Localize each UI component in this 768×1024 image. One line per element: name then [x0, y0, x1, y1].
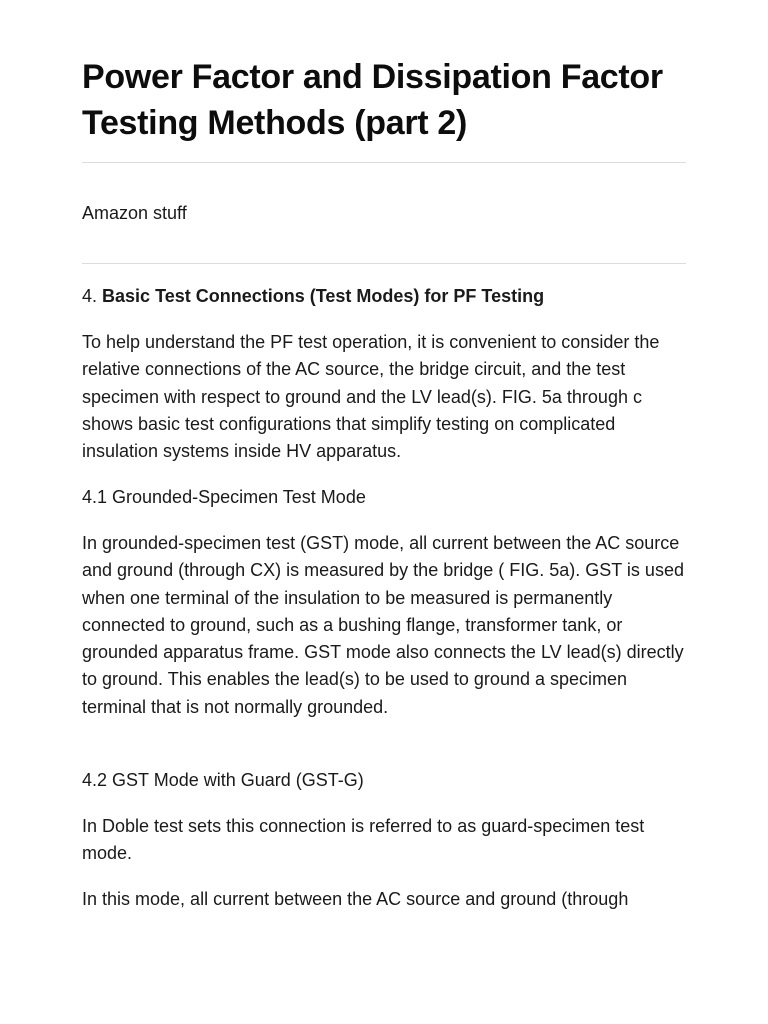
article-subtitle: Amazon stuff [82, 203, 187, 223]
article-title: Power Factor and Dissipation Factor Testing Methods (part 2) [82, 58, 663, 142]
section-4-1-heading: 4.1 Grounded-Specimen Test Mode [82, 487, 366, 507]
subtitle-divider [82, 263, 686, 264]
paragraph-doble-guard: In Doble test sets this connection is referred to as guard-specimen test mode. [82, 816, 645, 864]
paragraph-gst-g-mode: In this mode, all current between the AC source and ground (through [82, 889, 629, 909]
section-4-number: 4. [82, 286, 98, 306]
title-divider [82, 162, 686, 163]
section-4-2-heading: 4.2 GST Mode with Guard (GST-G) [82, 770, 364, 790]
paragraph-gst-mode: In grounded-specimen test (GST) mode, all current between the AC source and ground (through CX) is measured by the bridge ( FIG. 5a). GST is used when one terminal of the insulation to be measured is permanently connected to ground, such as a bushing flange, transformer tank, or grounded apparatus frame. GST mode also connects the LV lead(s) directly to ground. This enables the lead(s) to be used to ground a specimen terminal that is not normally grounded. [82, 533, 684, 717]
section-4-heading [82, 283, 686, 310]
section-4-title: Basic Test Connections (Test Modes) for PF Testing [102, 286, 545, 306]
paragraph-test-operation: To help understand the PF test operation, it is convenient to consider the relative connections of the AC source, the bridge circuit, and the test specimen with respect to ground and the LV lead(s). FIG. 5a through c shows basic test configurations that simplify testing on complicated insulation systems inside HV apparatus. [82, 332, 660, 462]
